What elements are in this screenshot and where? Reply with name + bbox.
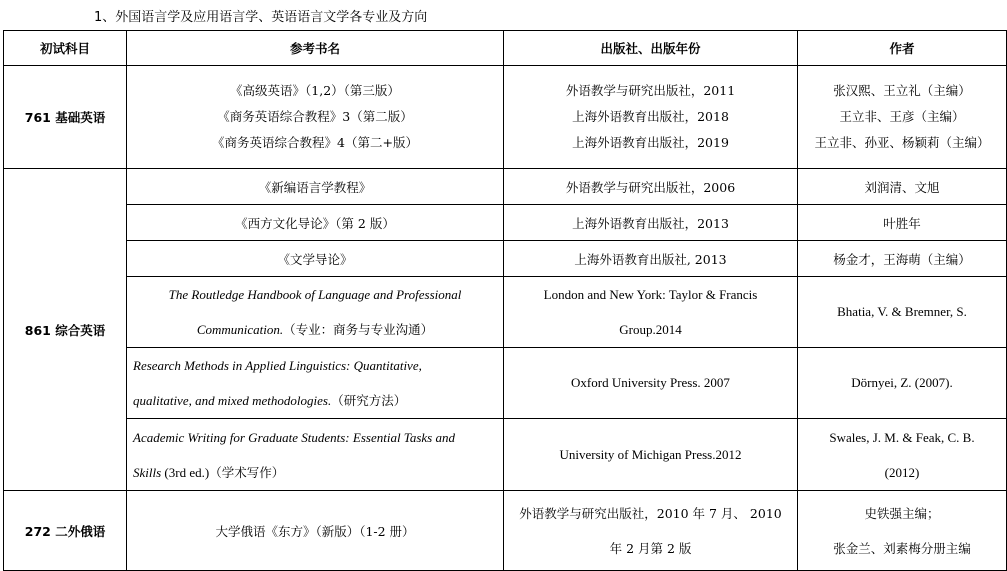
book-note: （专业：商务与专业沟通） [283,322,434,337]
book-cell: 《文学导论》 [127,241,504,277]
section-heading: 1、外国语言学及应用语言学、英语语言文学各专业及方向 [94,10,428,25]
book-title-italic: Skills [133,464,162,480]
author-text: 王立非、王彦（主编） [839,109,965,124]
publisher-text: 外语教学与研究出版社，2011 [565,83,736,98]
subject-cell: 761 基础英语 [4,66,127,169]
author-cell: Dörnyei, Z. (2007). [798,348,1007,419]
author-cell: 杨金才，王海萌（主编） [798,241,1007,277]
header-book: 参考书名 [127,31,504,66]
table-row [4,205,1007,241]
author-cell [798,66,1007,169]
book-title-italic: qualitative, and mixed methodologies. [133,393,332,408]
author-cell: 叶胜年 [798,205,1007,241]
reference-books-table [3,30,1007,571]
book-note: （学术写作） [209,464,285,480]
table-row [4,66,1007,169]
header-publisher: 出版社、出版年份 [504,31,798,66]
publisher-text: London and New York: Taylor & Francis [543,287,758,302]
author-text: 史铁强主编； [864,505,940,521]
author-text: (2012) [884,464,920,480]
table-row [4,169,1007,205]
table-row [4,348,1007,419]
publisher-text: 上海外语教育出版社，2019 [572,135,729,150]
book-title: 《商务英语综合教程》4（第二+版） [212,135,418,150]
publisher-cell: University of Michigan Press.2012 [504,419,798,491]
author-text: 张汉熙、王立礼（主编） [833,83,971,98]
book-cell [127,348,504,419]
author-text: 张金兰、刘素梅分册主编 [833,540,971,556]
book-cell: 《新编语言学教程》 [127,169,504,205]
header-subject: 初试科目 [4,31,127,66]
publisher-cell: 外语教学与研究出版社，2006 [504,169,798,205]
book-cell [127,277,504,348]
subject-cell: 272 二外俄语 [4,491,127,571]
table-header-row [4,31,1007,66]
author-text: Swales, J. M. & Feak, C. B. [829,429,975,445]
publisher-text: 外语教学与研究出版社，2010 年 7 月、 2010 [519,505,782,521]
header-author: 作者 [798,31,1007,66]
book-cell: 大学俄语《东方》（新版）（1-2 册） [127,491,504,571]
publisher-text: Group.2014 [619,322,682,337]
publisher-text: 年 2 月第 2 版 [609,540,692,556]
book-cell [127,66,504,169]
publisher-cell [504,277,798,348]
publisher-cell: Oxford University Press. 2007 [504,348,798,419]
author-text: 王立非、孙亚、杨颖莉（主编） [814,135,990,150]
book-title-italic: Communication. [196,322,284,337]
subject-cell: 861 综合英语 [4,169,127,491]
publisher-cell [504,66,798,169]
book-title-italic: The Routledge Handbook of Language and Professional [168,287,462,302]
book-title-italic: Academic Writing for Graduate Students: Essential Tasks and [133,429,455,445]
author-cell: 刘润清、文旭 [798,169,1007,205]
table-row [4,277,1007,348]
book-edition: (3rd ed.) [161,464,210,480]
publisher-cell: 上海外语教育出版社，2013 [504,205,798,241]
table-row [4,419,1007,491]
publisher-cell: 上海外语教育出版社, 2013 [504,241,798,277]
book-title: 《高级英语》（1,2）（第三版） [230,83,400,98]
book-title-italic: Research Methods in Applied Linguistics: Quantitative, [133,358,422,373]
author-cell [798,419,1007,491]
book-title: 《商务英语综合教程》3（第二版） [217,109,413,124]
author-cell: Bhatia, V. & Bremner, S. [798,277,1007,348]
book-cell: 《西方文化导论》（第 2 版） [127,205,504,241]
book-cell [127,419,504,491]
book-note: （研究方法） [331,393,407,408]
table-row [4,241,1007,277]
publisher-text: 上海外语教育出版社，2018 [572,109,729,124]
